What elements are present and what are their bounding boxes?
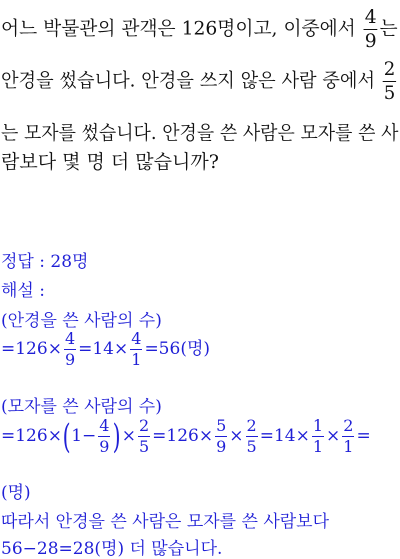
numerator: 4 bbox=[364, 6, 377, 28]
denominator: 5 bbox=[383, 82, 396, 104]
explanation-label: 해설 : bbox=[1, 281, 45, 301]
fraction bbox=[312, 418, 324, 455]
denominator: 5 bbox=[246, 437, 257, 456]
fraction bbox=[130, 331, 142, 368]
conclusion-line-1: 따라서 안경을 쓴 사람은 모자를 쓴 사람보다 bbox=[1, 512, 330, 532]
equation-text: × bbox=[229, 426, 244, 446]
denominator: 9 bbox=[99, 437, 110, 456]
hats-heading: (모자를 쓴 사람의 수) bbox=[1, 397, 162, 417]
equation-text: =126× bbox=[152, 426, 214, 446]
right-paren: ) bbox=[113, 416, 122, 457]
fraction bbox=[383, 60, 396, 103]
conclusion-line-2: 56−28=28(명) 더 많습니다. bbox=[1, 539, 223, 559]
equation-text: × bbox=[326, 426, 341, 446]
equation-text: × bbox=[121, 426, 136, 446]
numerator: 2 bbox=[343, 416, 354, 435]
equation-text: =56(명) bbox=[144, 339, 211, 359]
equation-text: =126× bbox=[1, 426, 62, 446]
numerator: 1 bbox=[312, 416, 324, 435]
question-text: 안경을 썼습니다. 안경을 쓰지 않은 사람 중에서 bbox=[1, 69, 376, 92]
glasses-equation bbox=[1, 331, 210, 368]
numerator: 2 bbox=[138, 416, 150, 435]
denominator: 9 bbox=[364, 30, 377, 52]
fraction bbox=[64, 331, 76, 368]
fraction bbox=[138, 418, 150, 455]
numerator: 4 bbox=[99, 416, 110, 435]
left-paren: ( bbox=[62, 416, 71, 457]
fraction bbox=[364, 8, 378, 51]
denominator: 1 bbox=[343, 437, 354, 456]
fraction bbox=[342, 418, 354, 455]
numerator: 2 bbox=[383, 58, 396, 80]
numerator: 4 bbox=[64, 329, 76, 348]
fraction bbox=[98, 418, 110, 455]
question-text: 는 bbox=[379, 17, 398, 40]
question-text: 어느 박물관의 관객은 126명이고, 이중에서 bbox=[1, 17, 356, 40]
question-line-3: 는 모자를 썼습니다. 안경을 쓴 사람은 모자를 쓴 사 bbox=[1, 122, 399, 144]
numerator: 4 bbox=[131, 329, 142, 348]
fraction bbox=[246, 418, 258, 455]
hats-result: (명) bbox=[1, 483, 31, 503]
glasses-heading: (안경을 쓴 사람의 수) bbox=[1, 311, 162, 331]
equation-text: =14× bbox=[78, 339, 129, 359]
question-line-1 bbox=[1, 8, 398, 51]
denominator: 9 bbox=[64, 350, 76, 369]
equation-text: 1− bbox=[71, 426, 97, 446]
denominator: 5 bbox=[138, 437, 150, 456]
numerator: 5 bbox=[216, 416, 227, 435]
equation-text: = bbox=[356, 426, 371, 446]
numerator: 2 bbox=[246, 416, 257, 435]
equation-text: =126× bbox=[1, 339, 62, 359]
answer-line: 정답 : 28명 bbox=[1, 252, 89, 272]
question-line-2 bbox=[1, 60, 398, 103]
denominator: 1 bbox=[312, 437, 324, 456]
equation-text: =14× bbox=[259, 426, 310, 446]
hats-equation bbox=[1, 418, 371, 455]
question-line-4: 람보다 몇 명 더 많습니까? bbox=[1, 151, 219, 173]
denominator: 1 bbox=[131, 350, 142, 369]
denominator: 9 bbox=[216, 437, 227, 456]
fraction bbox=[215, 418, 227, 455]
